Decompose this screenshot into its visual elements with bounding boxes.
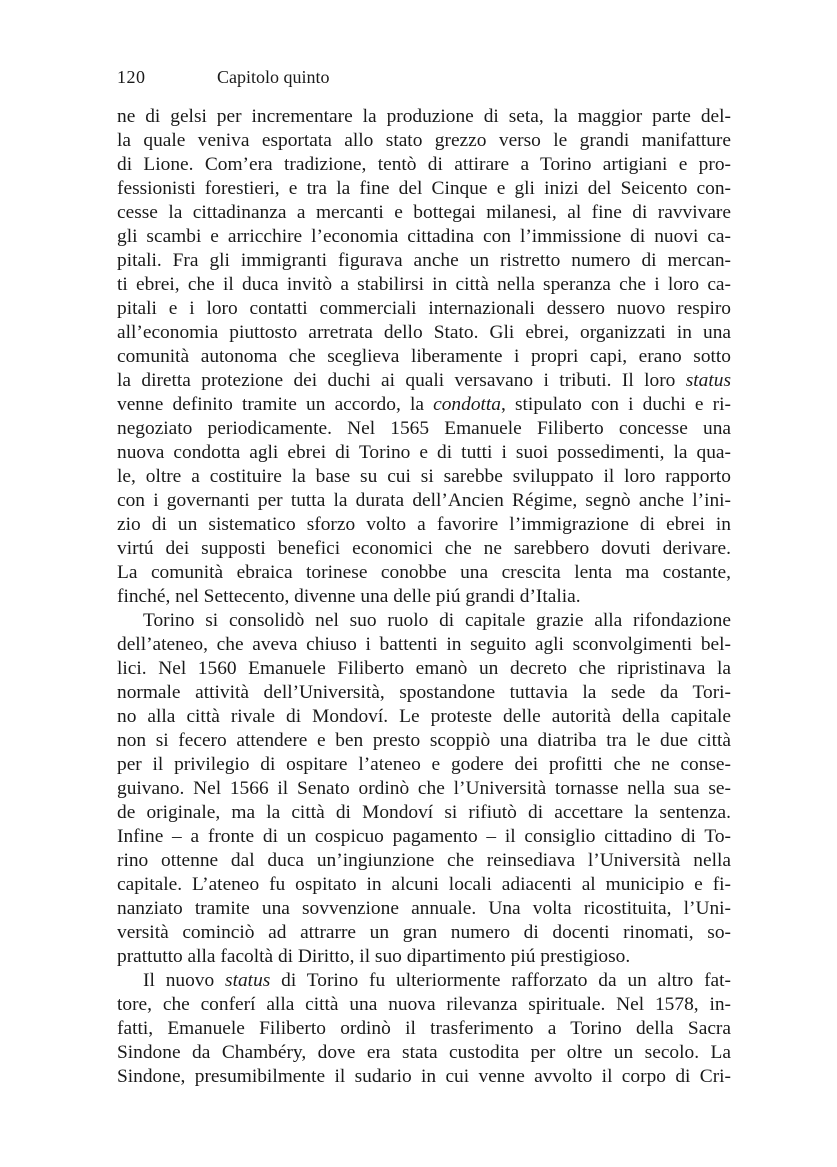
page-number: 120 <box>117 67 146 87</box>
text-line <box>117 273 731 297</box>
text-run: Sindone, presumibilmente il sudario in cui venne avvolto il corpo di Cri- <box>117 1066 731 1087</box>
text-line <box>117 561 731 585</box>
text-line <box>117 1065 731 1089</box>
text-run: Sindone da Chambéry, dove era stata custodita per oltre un secolo. La <box>117 1042 731 1063</box>
text-run: pitali. Fra gli immigranti figurava anche un ristretto numero di mercan- <box>117 250 731 271</box>
text-run: gli scambi e arricchire l’economia cittadina con l’immissione di nuovi ca- <box>117 226 731 247</box>
text-run: nuova condotta agli ebrei di Torino e di tutti i suoi possedimenti, la qua- <box>117 442 731 463</box>
text-line <box>117 129 731 153</box>
text-run: cesse la cittadinanza a mercanti e bottegai milanesi, al fine di ravvivare <box>117 202 731 223</box>
text-line <box>117 921 731 945</box>
text-run: versità cominciò ad attrarre un gran numero di docenti rinomati, so- <box>117 922 731 943</box>
text-run: Infine – a fronte di un cospicuo pagamento – il consiglio cittadino di To- <box>117 826 731 847</box>
text-run: comunità autonoma che sceglieva liberamente i propri capi, erano sotto <box>117 346 731 367</box>
text-line <box>117 777 731 801</box>
text-run: ti ebrei, che il duca invitò a stabilirsi in città nella speranza che i loro ca- <box>117 274 731 295</box>
text-line <box>117 369 731 393</box>
text-run: tore, che conferí alla città una nuova rilevanza spirituale. Nel 1578, in- <box>117 994 731 1015</box>
text-run: la diretta protezione dei duchi ai quali versavano i tributi. Il loro <box>117 370 686 391</box>
text-line <box>117 633 731 657</box>
text-line <box>117 393 731 417</box>
text-run: rino ottenne dal duca un’ingiunzione che reinsediava l’Università nella <box>117 850 731 871</box>
text-line <box>117 825 731 849</box>
text-line <box>117 657 731 681</box>
text-line <box>117 945 731 969</box>
text-line <box>117 729 731 753</box>
text-line <box>117 297 731 321</box>
text-line <box>117 465 731 489</box>
text-run: normale attività dell’Università, spostandone tuttavia la sede da Tori- <box>117 682 731 703</box>
text-line <box>117 201 731 225</box>
text-run: , stipulato con i duchi e ri- <box>500 394 731 415</box>
text-run: con i governanti per tutta la durata dell’Ancien Régime, segnò anche l’ini- <box>117 490 731 511</box>
text-run: fessionisti forestieri, e tra la fine del Cinque e gli inizi del Seicento con- <box>117 178 731 199</box>
text-line <box>117 681 731 705</box>
text-run: La comunità ebraica torinese conobbe una crescita lenta ma costante, <box>117 562 731 583</box>
text-run: finché, nel Settecento, divenne una delle piú grandi d’Italia. <box>117 586 581 607</box>
italic-term: condotta <box>433 394 501 415</box>
text-run: lici. Nel 1560 Emanuele Filiberto emanò un decreto che ripristinava la <box>117 658 731 679</box>
italic-term: status <box>225 970 271 991</box>
text-run: prattutto alla facoltà di Diritto, il suo dipartimento piú prestigioso. <box>117 946 631 967</box>
text-run: le, oltre a costituire la base su cui si sarebbe sviluppato il loro rapporto <box>117 466 731 487</box>
text-run: guivano. Nel 1566 il Senato ordinò che l’Università tornasse nella sua se- <box>117 778 731 799</box>
body-text <box>117 105 731 1089</box>
text-line <box>117 105 731 129</box>
text-run: no alla città rivale di Mondoví. Le proteste delle autorità della capitale <box>117 706 731 727</box>
text-run: dell’ateneo, che aveva chiuso i battenti in seguito agli sconvolgimenti bel- <box>117 634 731 655</box>
text-run: per il privilegio di ospitare l’ateneo e godere dei profitti che ne conse- <box>117 754 731 775</box>
text-run: zio di un sistematico sforzo volto a favorire l’immigrazione di ebrei in <box>117 514 731 535</box>
text-run: ne di gelsi per incrementare la produzione di seta, la maggior parte del- <box>117 106 731 127</box>
text-run: de originale, ma la città di Mondoví si rifiutò di accettare la sentenza. <box>117 802 731 823</box>
chapter-title: Capitolo quinto <box>217 67 330 87</box>
text-run: all’economia piuttosto arretrata dello Stato. Gli ebrei, organizzati in una <box>117 322 731 343</box>
text-run: di Lione. Com’era tradizione, tentò di attirare a Torino artigiani e pro- <box>117 154 731 175</box>
text-run: virtú dei supposti benefici economici che ne sarebbero dovuti derivare. <box>117 538 731 559</box>
text-line <box>117 753 731 777</box>
paragraph-first-line <box>117 969 731 993</box>
text-line <box>117 417 731 441</box>
paragraph-first-line <box>117 609 731 633</box>
text-line <box>117 249 731 273</box>
text-run: la quale veniva esportata allo stato grezzo verso le grandi manifatture <box>117 130 731 151</box>
text-line <box>117 993 731 1017</box>
text-line <box>117 225 731 249</box>
text-line <box>117 849 731 873</box>
text-line <box>117 153 731 177</box>
text-line <box>117 801 731 825</box>
text-run: capitale. L’ateneo fu ospitato in alcuni locali adiacenti al municipio e fi- <box>117 874 731 895</box>
italic-term: status <box>685 370 731 391</box>
text-line <box>117 513 731 537</box>
text-line <box>117 177 731 201</box>
text-line <box>117 537 731 561</box>
text-line <box>117 897 731 921</box>
text-line <box>117 1041 731 1065</box>
text-line <box>117 705 731 729</box>
text-run: Torino si consolidò nel suo ruolo di capitale grazie alla rifondazione <box>143 610 731 631</box>
text-run: fatti, Emanuele Filiberto ordinò il trasferimento a Torino della Sacra <box>117 1018 731 1039</box>
text-run: Il nuovo <box>143 970 226 991</box>
text-line <box>117 441 731 465</box>
text-line <box>117 585 731 609</box>
text-run: negoziato periodicamente. Nel 1565 Emanuele Filiberto concesse una <box>117 418 731 439</box>
text-line <box>117 873 731 897</box>
text-line <box>117 345 731 369</box>
text-run: di Torino fu ulteriormente rafforzato da un altro fat- <box>270 970 731 991</box>
text-line <box>117 1017 731 1041</box>
text-run: venne definito tramite un accordo, la <box>117 394 434 415</box>
text-line <box>117 321 731 345</box>
text-run: pitali e i loro contatti commerciali internazionali dessero nuovo respiro <box>117 298 731 319</box>
text-run: nanziato tramite una sovvenzione annuale. Una volta ricostituita, l’Uni- <box>117 898 731 919</box>
text-run: non si fecero attendere e ben presto scoppiò una diatriba tra le due città <box>117 730 731 751</box>
running-head <box>117 66 330 88</box>
text-line <box>117 489 731 513</box>
